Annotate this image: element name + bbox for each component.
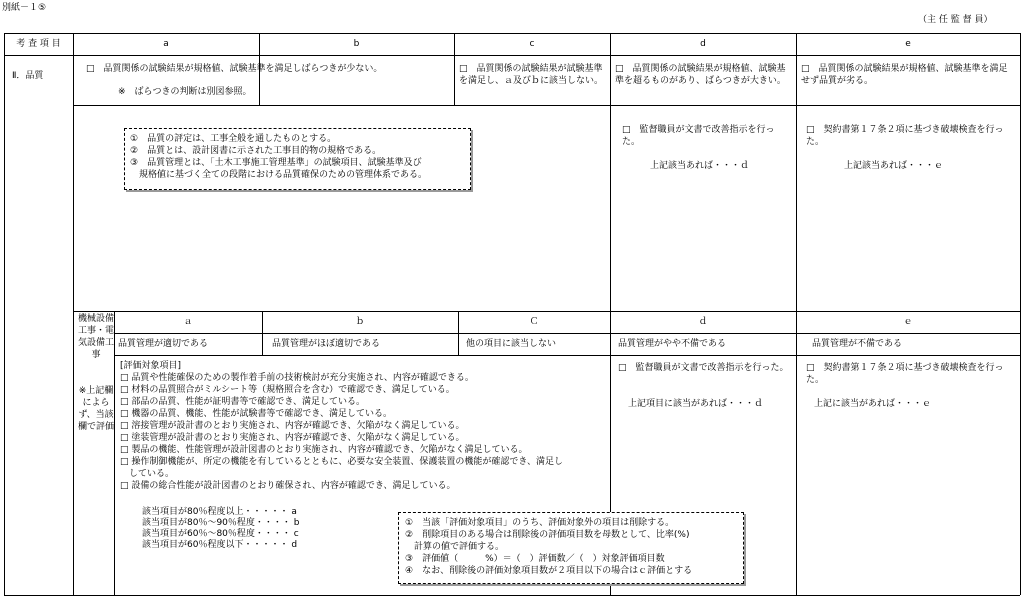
- mech-e-instruction: □ 契約書第１７条２項に基づき破壊検査を行った。: [806, 363, 1004, 385]
- grade-thresholds: [142, 507, 299, 551]
- quality-e-criterion: □ 品質関係の試験結果が規格値、試験基準を満足せず品質が劣る。: [801, 64, 1008, 86]
- mech-col-e: ｅ: [903, 317, 913, 327]
- mech-note: 計算の値で評価する。: [405, 542, 505, 552]
- mech-section-label: 機械設備工事・電気設備工事: [78, 314, 115, 360]
- mech-note: ② 削除項目のある場合は削除後の評価項目数を母数として、比率(%): [405, 530, 690, 540]
- header-col-d: d: [700, 39, 706, 49]
- mech-row-d: 品質管理がやや不備である: [618, 339, 727, 349]
- mech-row-b: 品質管理がほぼ適切である: [272, 339, 381, 349]
- document-id: 別紙－１⑤: [2, 3, 47, 13]
- mech-col-a: ａ: [183, 317, 193, 327]
- eval-item: □ 部品の品質、性能が証明書等で確認でき、満足している。: [120, 397, 366, 407]
- role-label: （主 任 監 督 員）: [918, 15, 993, 25]
- quality-d-criterion: □ 品質関係の試験結果が規格値、試験基準を超るものがあり、ばらつきが大きい。: [615, 64, 786, 86]
- quality-c-criterion: □ 品質関係の試験結果が試験基準を満足し、ａ及びｂに該当しない。: [459, 64, 604, 86]
- quality-d-note: 上記該当あれば・・・ｄ: [650, 161, 750, 171]
- eval-item: □ 溶接管理が設計書のとおり実施され、内容が確認でき、欠陥がなく満足している。: [120, 421, 465, 431]
- mech-d-note: 上記項目に該当があれば・・・ｄ: [628, 399, 764, 409]
- mech-row-a: 品質管理が適切である: [118, 339, 209, 349]
- mech-col-c: Ｃ: [529, 317, 539, 327]
- mech-d-instruction: □ 監督職員が文書で改善指示を行った。: [618, 363, 789, 373]
- eval-item: □ 塗装管理が設計書のとおり実施され、内容が確認でき、欠陥がなく満足している。: [120, 433, 465, 443]
- quality-note: ② 品質とは、設計図書に示された工事目的物の規格である。: [130, 146, 382, 156]
- header-col-b: b: [353, 39, 360, 49]
- header-item-label: 考 査 項 目: [16, 39, 61, 49]
- mech-col-d: ｄ: [698, 317, 708, 327]
- eval-item: □ 設備の総合性能が設計図書のとおり確保され、内容が確認でき、満足している。: [120, 481, 456, 491]
- quality-note: 規格値に基づく全ての段階における品質確保のための管理体系である。: [130, 170, 428, 180]
- grade-line: 該当項目が60％程度以下・・・・・ d: [142, 540, 298, 550]
- mech-e-note: 上記に該当があれば・・・ｅ: [814, 399, 932, 409]
- mech-note: ③ 評価値（ %）＝（ ）評価数／（ ）対象評価項目数: [405, 554, 665, 564]
- eval-item: □ 機器の品質、機能、性能が試験書等で確認でき、満足している。: [120, 409, 393, 419]
- eval-item: □ 品質や性能確保のための製作着手前の技術検討が充分実施され、内容が確認できる。: [120, 373, 474, 383]
- mech-col-b: ｂ: [355, 317, 365, 327]
- grade-line: 該当項目が60％～80％程度・・・・ c: [142, 529, 299, 539]
- eval-item: □ 操作制御機能が、所定の機能を有しているとともに、必要な安全装置、保護装置の機能が確認でき、満足し: [120, 457, 564, 467]
- grade-line: 該当項目が80％程度以上・・・・・ a: [142, 507, 297, 517]
- quality-d-instruction: □ 監督職員が文書で改善指示を行った。: [622, 125, 775, 147]
- mech-notes-box: [398, 512, 744, 584]
- header-col-e: e: [905, 39, 911, 49]
- mech-note: ④ なお、削除後の評価対象項目数が２項目以下の場合はｃ評価とする: [405, 566, 693, 576]
- header-col-c: c: [529, 39, 535, 49]
- quality-e-note: 上記該当あれば・・・ｅ: [844, 161, 944, 171]
- eval-items-list: [120, 360, 608, 492]
- eval-title: [評価対象項目]: [120, 361, 182, 371]
- mech-note: ① 当該「評価対象項目」のうち、評価対象外の項目は削除する。: [405, 518, 675, 528]
- header-col-a: a: [163, 39, 169, 49]
- quality-e-instruction: □ 契約書第１７条２項に基づき破壊検査を行った。: [806, 125, 1004, 147]
- eval-item: □ 材料の品質照合がミルシート等（規格照合を含む）で確認でき、満足している。: [120, 385, 455, 395]
- mech-row-c: 他の項目に該当しない: [466, 339, 557, 349]
- grade-line: 該当項目が80％～90％程度・・・・ b: [142, 518, 300, 528]
- quality-a-criterion: □ 品質関係の試験結果が規格値、試験基準を満足しばらつきが少ない。: [86, 64, 383, 74]
- mech-row-e: 品質管理が不備である: [812, 339, 903, 349]
- mech-section-note: ※上記欄によらず、当該欄で評価: [78, 386, 115, 432]
- quality-variance-note: ※ ばらつきの判断は別図参照。: [118, 87, 252, 97]
- eval-item: □ 製品の機能、性能管理が設計図書のとおり実施され、内容が確認でき、欠陥がなく満足している。: [120, 445, 528, 455]
- quality-note: ③ 品質管理とは、「土木工事施工管理基準」の試験項目、試験基準及び: [130, 158, 422, 168]
- quality-label: Ⅱ．品質: [12, 71, 44, 81]
- quality-note: ① 品質の評定は、工事全般を通したものとする。: [130, 134, 337, 144]
- eval-item: している。: [120, 469, 175, 479]
- quality-notes-box: [124, 128, 471, 190]
